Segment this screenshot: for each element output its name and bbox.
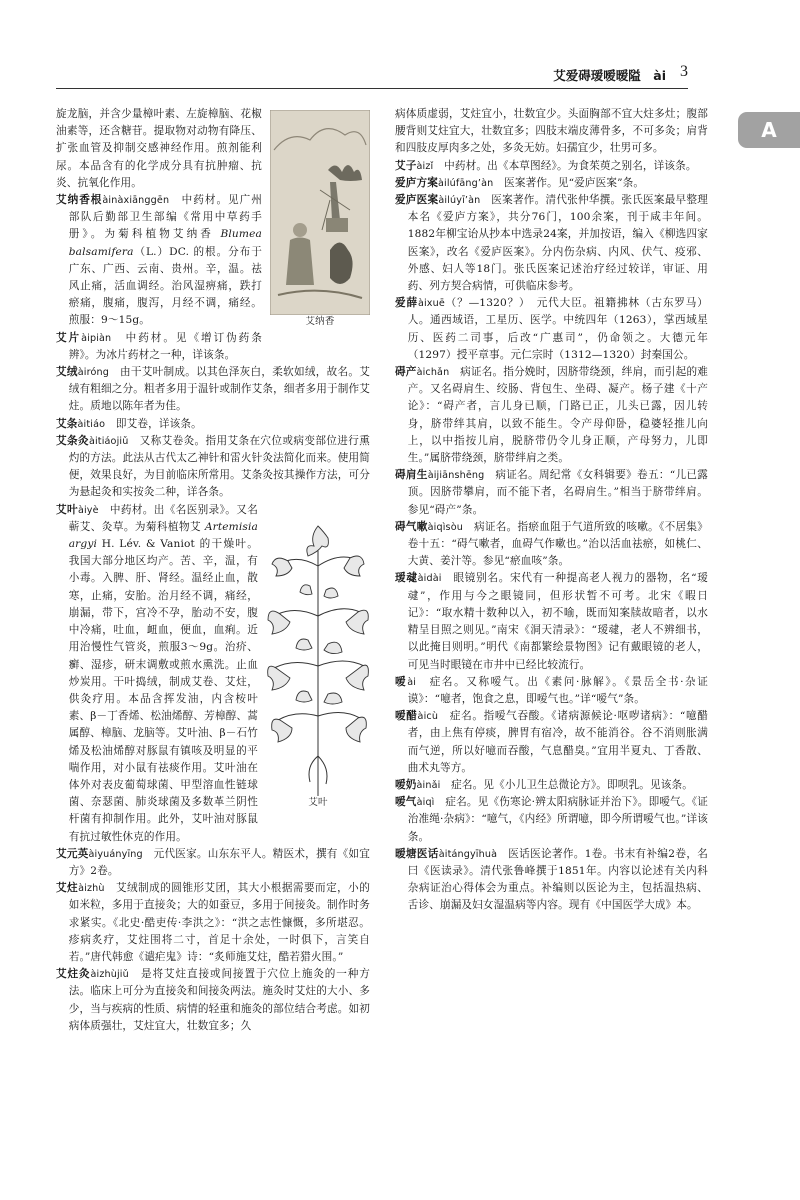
figure-caption: 艾纳香 [305, 316, 335, 327]
entry [395, 846, 708, 915]
headword: 艾条 [56, 417, 78, 430]
entry-text: 由干艾叶制成。以其色泽灰白，柔软如绒，故名。艾绒有粗细之分。粗者多用于温针或制作艾条，细者多用于制作艾炷。质地以陈年者为佳。 [68, 366, 370, 413]
figure-caption: 艾叶 [308, 796, 328, 808]
pinyin: àixuē [417, 298, 445, 310]
pinyin: àipiàn [81, 332, 112, 344]
headword: 爱庐医案 [395, 194, 439, 207]
headword: 艾炷灸 [56, 968, 91, 981]
entry-text: 症名。指嗳气吞酸。《诸病源候论·呕哕诸病》：“噫醋者，由上焦有停痰，脾胃有宿冷，故不能消谷。谷不消则胀满而气逆，所以好噫而吞酸，气息醋臭。”宜用半夏丸、丁香散、曲术丸等方。 [407, 710, 708, 774]
header-title: 艾爱碍瑷嗳暧隘 ài [553, 68, 666, 83]
entry [56, 330, 370, 364]
pinyin: àidài [417, 573, 442, 585]
headword: 艾子 [395, 159, 417, 172]
entry-text: 医案著作。见“爱庐医案”条。 [493, 176, 645, 189]
headword: 嗳醋 [395, 710, 418, 723]
continued-paragraph: 旋龙脑，并含少量樟叶素、左旋樟脑、花椒油素等，还含糖苷。提取物对动物有降压、扩张血管及抑制交感神经作用。煎剂能利尿。本品含有的化学成分具有抗肿瘤、抗炎、抗氧化作用。 [56, 108, 262, 189]
pinyin: àitiáojiǔ [88, 435, 129, 447]
entry-text: 病证名。指瘀血阻于气道所致的咳嗽。《不居集》卷十五：“碍气嗽者，血碍气作嗽也。”治以活血祛瘀，如桃仁、大黄、姜汁等。参见“瘀血咳”条。 [407, 520, 708, 568]
headword: 艾元英 [56, 847, 89, 860]
entry-text: 又称艾卷灸。指用艾条在穴位或病变部位进行熏灼的方法。此法从古代太乙神针和雷火针灸法简化而来。使用简便，效果良好，为目前临床所常用。艾条灸按其操作方法，可分为悬起灸和实按灸二种，详各条。 [68, 434, 370, 499]
entry-text: 即艾卷，详该条。 [105, 417, 202, 430]
headword: 爱庐方案 [395, 176, 438, 189]
entry-text: 是将艾炷直接或间接置于穴位上施灸的一种方法。临床上可分为直接灸和间接灸两法。施灸时艾炷的大小、多少，当与疾病的性质、病情的轻重和施灸的部位结合考虑。如初病体质强壮，艾炷宜大，壮数宜多；久 [68, 968, 371, 1032]
entry [56, 880, 370, 966]
entry-text: 症名。又称嗳气。出《素问·脉解》。《景岳全书·杂证谟》：“噫者，饱食之息，即嗳气也。”详“嗳气”条。 [407, 675, 708, 705]
pinyin: àiróng [77, 367, 109, 379]
entry [395, 794, 708, 846]
entry [395, 777, 708, 794]
headword: 艾炷 [56, 882, 79, 895]
entry [395, 175, 708, 192]
entry-text: 眼镜别名。宋代有一种提高老人视力的器物，名“瑷叇”，作用与今之眼镜同，但形状暂不可考。北宋《暇日记》：“取水精十数种以入，初不喻，既而知案牍故暗者，以水精呈目照之则见。”南宋《洞天清录》：“瑷叇，老人不辨细书，以此掩目则明。”明代《南都繁绘景物图》记有戴眼镜的老人，可见当时眼镜在市井中已经比较流行。 [407, 572, 708, 671]
page-header [56, 63, 688, 89]
headword: 艾片 [56, 331, 82, 344]
headword: 暧塘医话 [395, 847, 439, 860]
entry [56, 966, 370, 1035]
entry-text: 中药材。见广州部队后勤部卫生部编《常用中草药手册》。为菊科植物艾纳香 [68, 194, 262, 241]
entry-text: 艾绒制成的圆锥形艾团，其大小根据需要而定，小的如米粒，多用于直接灸；大的如蚕豆，多用于间接灸。制作时务求紧实。《北史·酷吏传·李洪之》：“洪之志性慷慨，多所堪忍。疹病炙疗，艾炷围将二寸，首足十余处，一时俱下，言笑自若。”唐代韩愈《谴疟鬼》诗：“炙师施艾炷，酷若猎火围。” [68, 882, 370, 963]
entry-text: 元代医家。山东东平人。精医术，撰有《如宜方》2卷。 [68, 847, 370, 877]
entry-text: 病证名。指分娩时，因脐带绕颈，绊肩，而引起的难产。又名碍肩生、绞肠、背包生、坐碍、凝产。杨子建《十产论》：“碍产者，言儿身已顺，门路已正，儿头已露，因儿转身，脐带绊其肩，以致不能生。令产母仰卧，稳婆轻推儿向上，以中指按儿肩，脱脐带仍令儿身正顺，产母努力，儿即生。”属脐带绕颈，脐带绊肩之类。 [407, 366, 708, 465]
entry [56, 416, 370, 433]
pinyin: àilúfāng’àn [437, 177, 494, 189]
entry [395, 467, 708, 519]
headword: 嗳奶 [395, 778, 417, 791]
entry [395, 674, 708, 708]
entry-text: 症名。见《伤寒论·辨太阳病脉证并治下》。即嗳气。《证治准绳·杂病》：“噫气，《内经》所谓噫，即今所谓嗳气也。”详该条。 [407, 796, 708, 843]
figure-aiye [266, 506, 370, 810]
headword: 艾条灸 [56, 434, 89, 447]
headword: 艾绒 [56, 366, 78, 379]
section-tab[interactable]: A [738, 112, 800, 148]
headword: 艾纳香根 [56, 194, 103, 207]
pinyin: àiyè [77, 504, 99, 516]
entry [56, 846, 370, 880]
headword: 碍肩生 [395, 469, 428, 482]
aiye-illustration-icon [266, 506, 370, 796]
entry-text: （L.）DC. 的根。分布于广东、广西、云南、贵州。辛，温。祛风止痛，活血调经。治风湿痹痛，跌打瘀痛，腹痛，腹泻，月经不调，痛经。煎服：9～15g。 [68, 245, 262, 327]
entry-text: 中药材。出《名医别录》。又名蕲艾、灸草。为菊科植物艾 [68, 503, 258, 533]
entry-text: H. Lév. & Vaniot 的干燥叶。我国大部分地区均产。苦、辛，温，有小毒。入脾、肝、肾经。温经止血，散寒，止痛，安胎。治月经不调，痛经，崩漏，带下，宫冷不孕，胎动不安，腹中冷痛，吐血，衄血，便血，血痢。近用治慢性气管炎，煎服3～9g。治疥、癣、湿疹，研末调敷或煎水熏洗。止血炒炭用。干叶捣绒，制成艾卷、艾炷，供灸疗用。本品含挥发油，内含桉叶素、β－丁香烯、松油烯醇、芳樟醇、蒿属醇、樟脑、龙脑等。艾叶油、β－石竹烯及松油烯醇对豚鼠有镇咳及明显的平喘作用，对小鼠有祛痰作用。艾叶油在体外对表皮葡萄球菌、甲型溶血性链球菌、奈瑟菌、肺炎球菌及多数革兰阴性杆菌有抑制作用。此外，艾叶油对豚鼠有抗过敏性休克的作用。 [68, 538, 258, 843]
latin-name: Blumea balsamifera [68, 228, 262, 258]
page-number: 3 [680, 63, 688, 80]
entry-text: 中药材。出《本草图经》。为食茱萸之别名，详该条。 [433, 159, 697, 172]
entry [395, 708, 708, 777]
entry [395, 158, 708, 175]
headword: 艾叶 [56, 503, 78, 516]
headword: 瑷叇 [395, 572, 418, 585]
pinyin: àicù [417, 711, 439, 723]
pinyin: àizǐ [416, 160, 434, 172]
pinyin: àiqìsòu [427, 521, 463, 533]
headword: 碍气嗽 [395, 520, 428, 533]
entry [395, 295, 708, 364]
pinyin: ài [407, 676, 417, 688]
headword: 碍产 [395, 366, 417, 379]
entry [56, 364, 370, 416]
entry-text: 症名。见《小儿卫生总微论方》。即呗乳。见该条。 [440, 778, 693, 791]
continued-paragraph: 病体质虚弱，艾炷宜小，壮数宜少。头面胸部不宜大炷多灶；腹部腰背则艾炷宜大，壮数宜多；四肢末端皮薄骨多，不可多灸；肩背和四肢皮厚肉多之处，多灸无妨。妇孺宜少，壮男可多。 [395, 108, 708, 155]
pinyin: àichǎn [416, 367, 450, 379]
pinyin: àizhùjiǔ [90, 969, 129, 981]
entry [395, 364, 708, 467]
pinyin: àinǎi [416, 779, 441, 791]
left-column [56, 106, 370, 1035]
pinyin: àinàxiānggēn [102, 195, 170, 207]
right-column [395, 106, 708, 915]
pinyin: àitángyīhuà [438, 848, 498, 860]
entry-text: 中药材。见《增订伪药条辨》。为冰片药材之一种，详该条。 [68, 331, 262, 361]
pinyin: àitiáo [77, 418, 106, 430]
pinyin: àilúyī’àn [438, 195, 481, 207]
pinyin: àizhù [78, 883, 105, 895]
entry [395, 192, 708, 295]
entry-text: 医案著作。清代张仲华撰。张氏医案最早整理本名《爱庐方案》，共分76门，100余案，刊于咸丰年间。1882年柳宝诒从抄本中选录24案，并加按语，编入《柳选四家医案》，改名《爱庐医案》。分内伤杂病、内风、伏气、疫邪、外感、妇人等18门。张氏医案记述治疗经过较详，审证、用药、列方契合病情，可供临床参考。 [407, 194, 708, 293]
headword: 嗳 [395, 675, 408, 688]
entry [395, 519, 708, 571]
ainaxiang-illustration-icon [270, 110, 370, 315]
headword: 嗳气 [395, 796, 417, 809]
entry [56, 433, 370, 502]
latin-name: Artemisia argyi [68, 520, 258, 551]
pinyin: àiqì [416, 797, 435, 809]
entry-text: 医话医论著作。1卷。书末有补编2卷，名曰《医读录》。清代张鲁峰撰于1851年。内容以论述有关内科杂病证治心得体会为重点。补编则以医论为主，包括温热病、舌诊、崩漏及妇女湿温病等内容。现有《中国医学大成》本。 [407, 847, 708, 912]
pinyin: àijiānshēng [427, 470, 485, 482]
headword: 爱薛 [395, 297, 418, 310]
entry [395, 570, 708, 673]
entry-text: （？—1320？） 元代大臣。祖籍拂林（古东罗马）人。通西域语，工星历、医学。中统四年（1263），掌西域星历、医药二司事，后改“广惠司”，仍命领之。大德元年（1297）授平章事。元仁宗时（1312—1320）封秦国公。 [407, 297, 708, 361]
pinyin: àiyuányīng [88, 848, 143, 860]
entry-text: 病证名。周纪常《女科辑要》卷五：“儿已露顶。因脐带攀肩，而不能下者，名碍肩生。”相当于脐带绊肩。参见“碍产”条。 [407, 469, 708, 516]
figure-ainaxiang [270, 110, 370, 329]
